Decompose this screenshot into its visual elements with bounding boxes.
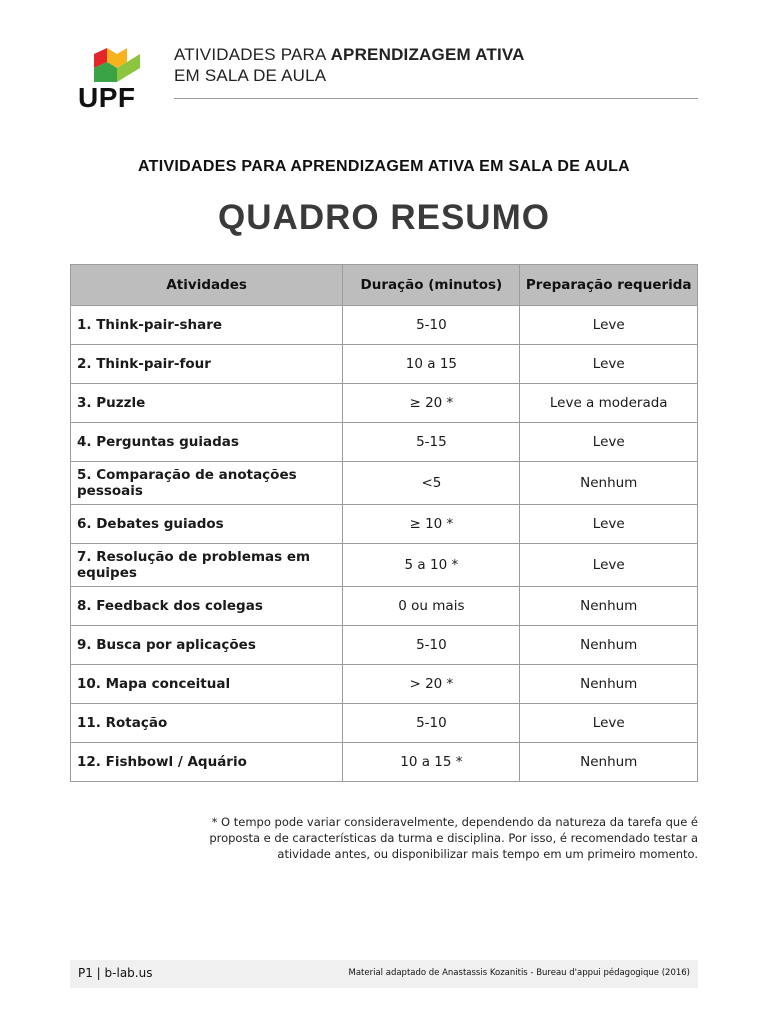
page-header xyxy=(78,44,698,113)
table-row xyxy=(71,743,698,782)
duration-cell: ≥ 20 * xyxy=(343,384,520,423)
header-title-bold: APRENDIZAGEM ATIVA xyxy=(330,45,525,64)
activity-cell: 5. Comparação de anotações pessoais xyxy=(71,462,343,505)
summary-table xyxy=(70,264,698,782)
column-header-duration: Duração (minutos) xyxy=(343,265,520,306)
table-row xyxy=(71,462,698,505)
preparation-cell: Leve xyxy=(520,544,698,587)
table-row xyxy=(71,505,698,544)
table-row xyxy=(71,544,698,587)
table-row xyxy=(71,384,698,423)
activity-cell: 3. Puzzle xyxy=(71,384,343,423)
footnote: * O tempo pode variar consideravelmente, dependendo da natureza da tarefa que é proposta e de características da turma e disciplina. Por isso, é recomendado testar a atividade antes, ou disponibilizar mais tempo em um primeiro momento. xyxy=(209,815,698,861)
preparation-cell: Leve xyxy=(520,704,698,743)
document-title: QUADRO RESUMO xyxy=(218,198,550,237)
duration-cell: 0 ou mais xyxy=(343,587,520,626)
document-subtitle: ATIVIDADES PARA APRENDIZAGEM ATIVA EM SALA DE AULA xyxy=(137,158,631,175)
activity-cell: 8. Feedback dos colegas xyxy=(71,587,343,626)
duration-cell: > 20 * xyxy=(343,665,520,704)
table-row xyxy=(71,665,698,704)
table-row xyxy=(71,423,698,462)
duration-cell: ≥ 10 * xyxy=(343,505,520,544)
table-header-row xyxy=(71,265,698,306)
activity-cell: 9. Busca por aplicações xyxy=(71,626,343,665)
preparation-cell: Leve xyxy=(520,505,698,544)
activity-cell: 1. Think-pair-share xyxy=(71,306,343,345)
footer-page-ref: P1 | b-lab.us xyxy=(78,966,153,980)
column-header-activities: Atividades xyxy=(71,265,343,306)
preparation-cell: Nenhum xyxy=(520,462,698,505)
duration-cell: <5 xyxy=(343,462,520,505)
activity-cell: 10. Mapa conceitual xyxy=(71,665,343,704)
header-title xyxy=(174,44,525,86)
duration-cell: 5-10 xyxy=(343,704,520,743)
duration-cell: 10 a 15 * xyxy=(343,743,520,782)
table-row xyxy=(71,704,698,743)
duration-cell: 5 a 10 * xyxy=(343,544,520,587)
activity-cell: 7. Resolução de problemas em equipes xyxy=(71,544,343,587)
table-row xyxy=(71,626,698,665)
preparation-cell: Leve a moderada xyxy=(520,384,698,423)
header-divider xyxy=(174,98,698,99)
header-title-normal: ATIVIDADES PARA xyxy=(174,45,331,64)
upf-logo-icon xyxy=(94,48,140,82)
preparation-cell: Leve xyxy=(520,306,698,345)
preparation-cell: Nenhum xyxy=(520,665,698,704)
activity-cell: 2. Think-pair-four xyxy=(71,345,343,384)
activity-cell: 4. Perguntas guiadas xyxy=(71,423,343,462)
activity-cell: 12. Fishbowl / Aquário xyxy=(71,743,343,782)
preparation-cell: Leve xyxy=(520,423,698,462)
preparation-cell: Leve xyxy=(520,345,698,384)
column-header-preparation: Preparação requerida xyxy=(520,265,698,306)
activity-cell: 11. Rotação xyxy=(71,704,343,743)
footer-credit: Material adaptado de Anastassis Kozanitis - Bureau d'appui pédagogique (2016) xyxy=(348,968,690,978)
table-row xyxy=(71,306,698,345)
duration-cell: 5-10 xyxy=(343,306,520,345)
preparation-cell: Nenhum xyxy=(520,626,698,665)
duration-cell: 5-10 xyxy=(343,626,520,665)
table-row xyxy=(71,345,698,384)
duration-cell: 10 a 15 xyxy=(343,345,520,384)
preparation-cell: Nenhum xyxy=(520,743,698,782)
activity-cell: 6. Debates guiados xyxy=(71,505,343,544)
table-body xyxy=(71,306,698,782)
table-row xyxy=(71,587,698,626)
duration-cell: 5-15 xyxy=(343,423,520,462)
header-title-line2: EM SALA DE AULA xyxy=(174,66,327,85)
preparation-cell: Nenhum xyxy=(520,587,698,626)
page-footer xyxy=(70,960,698,988)
logo-text: UPF xyxy=(78,82,136,113)
upf-logo xyxy=(78,48,158,113)
